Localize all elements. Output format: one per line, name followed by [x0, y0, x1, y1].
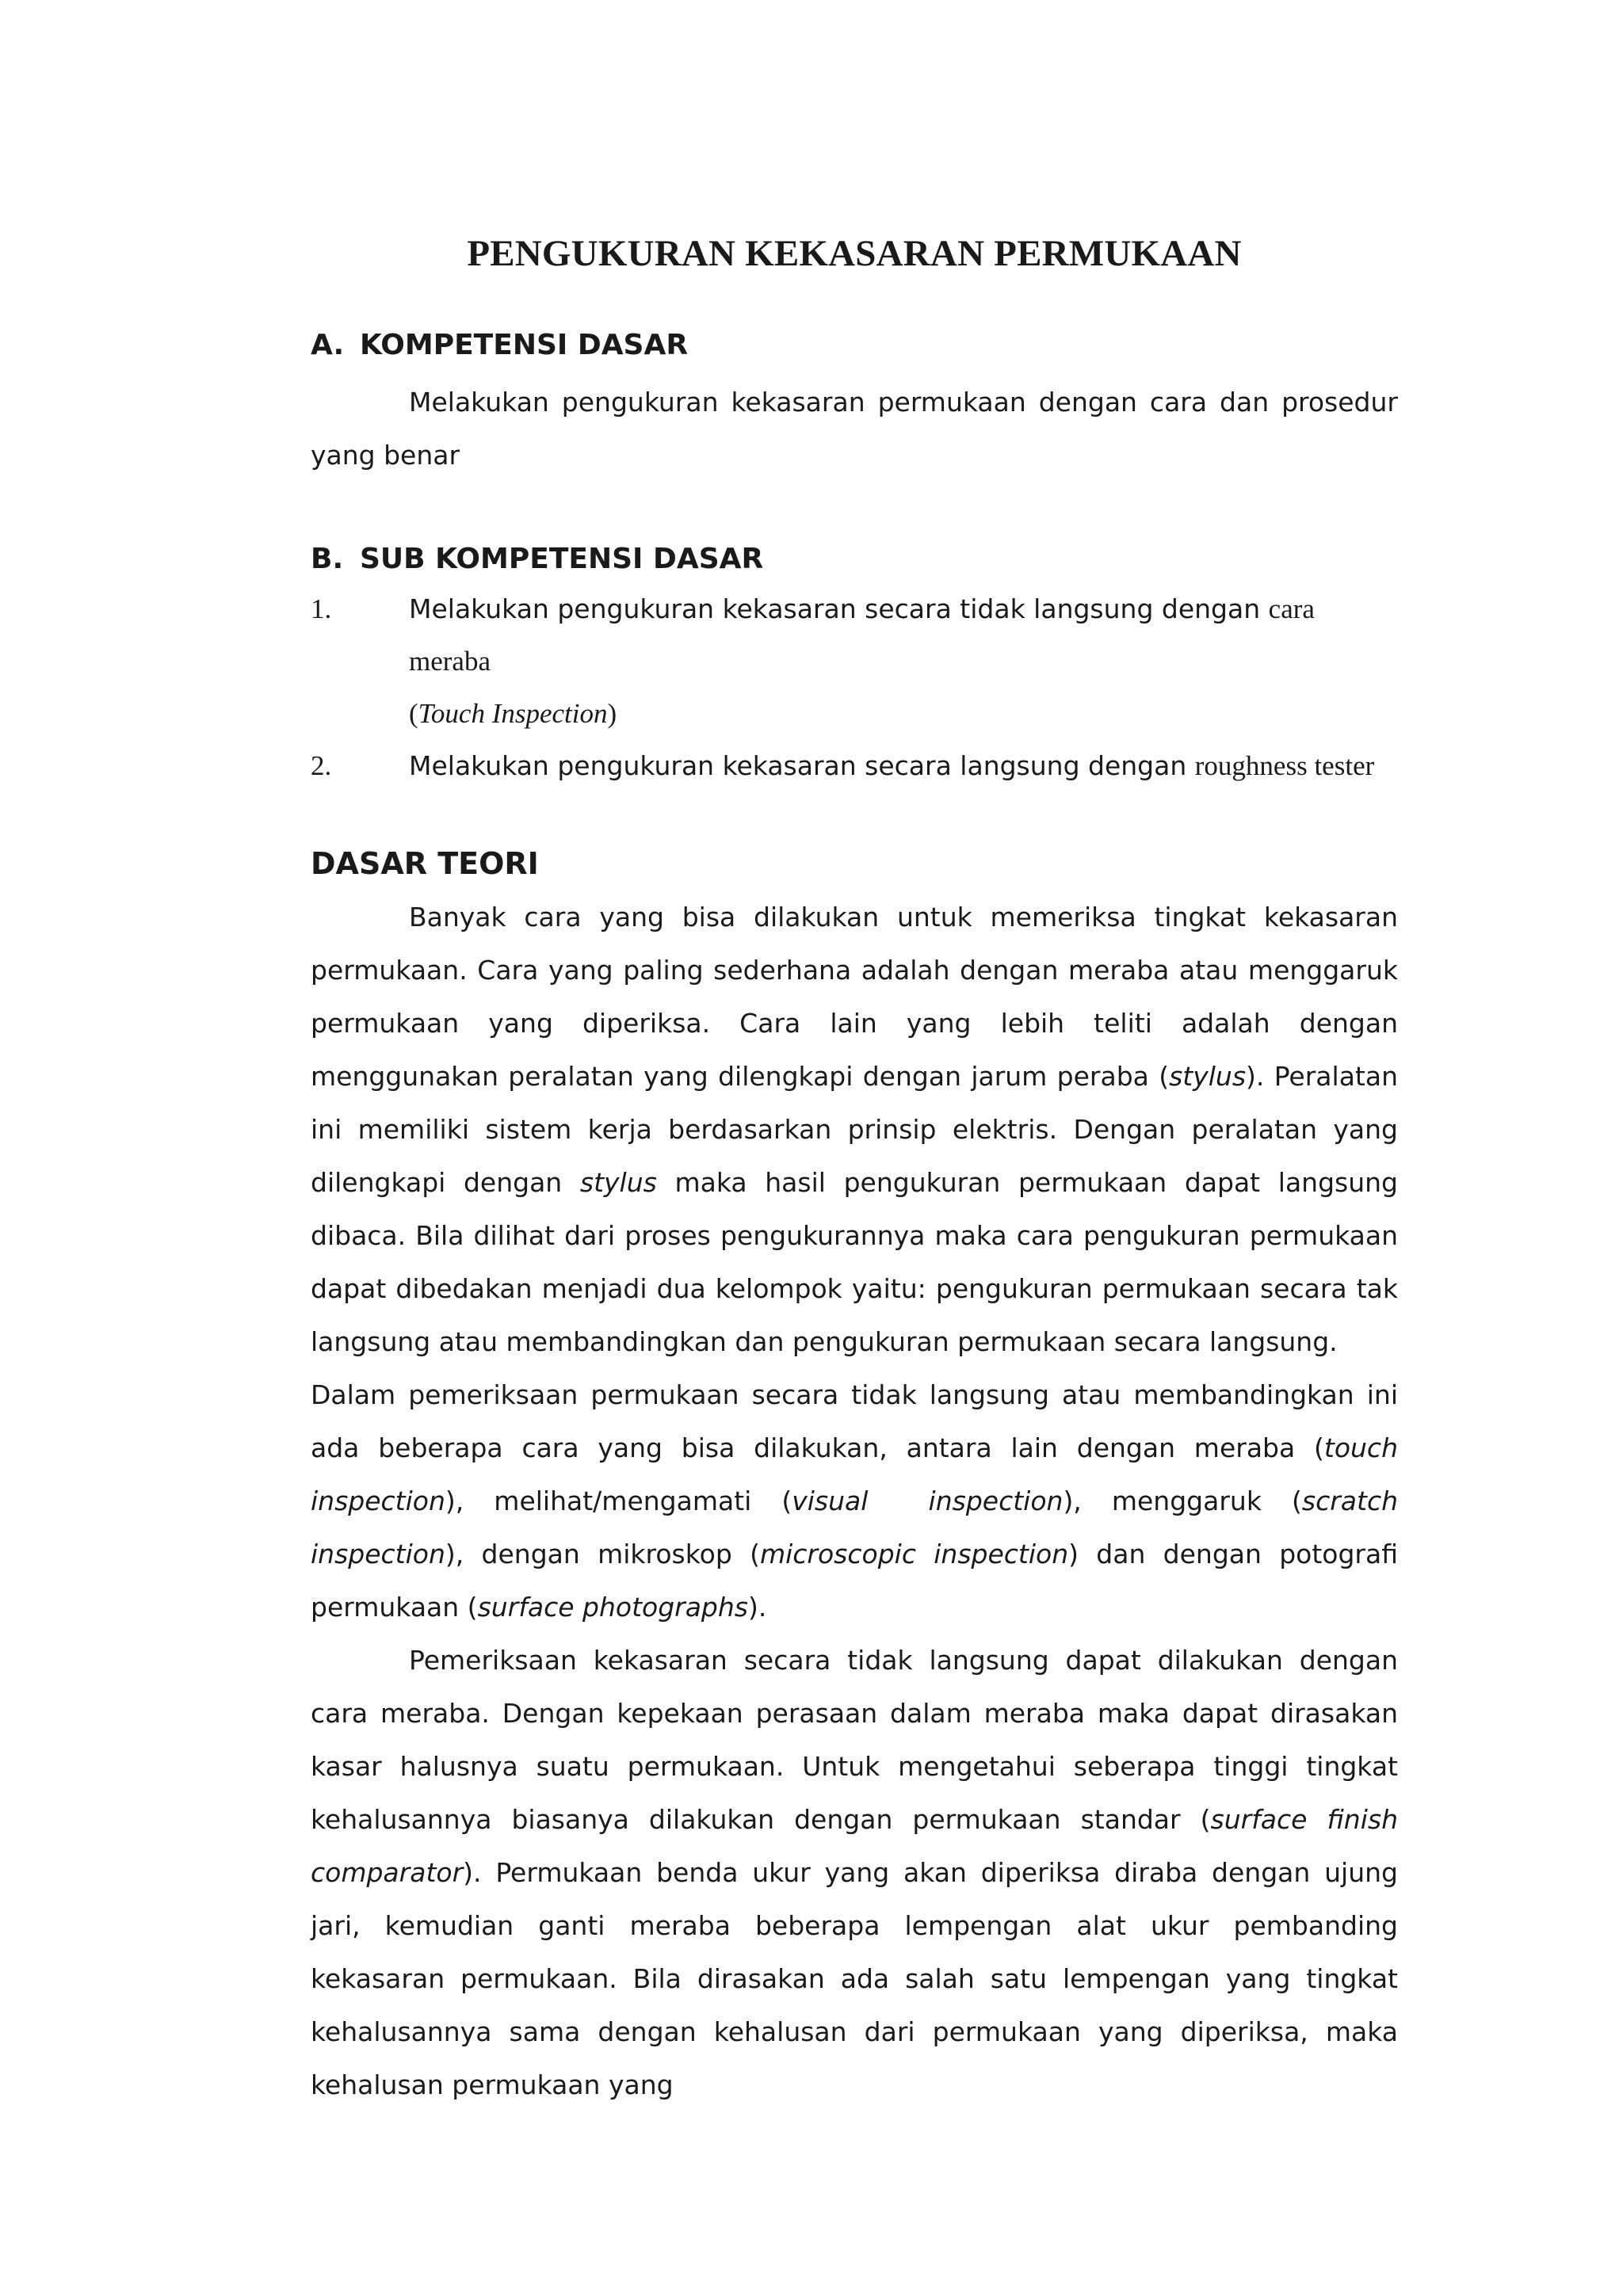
text-run: Pemeriksaan kekasaran secara tidak langsung dapat dilakukan dengan cara meraba. Dengan kepekaan perasaan dalam meraba maka dapat dirasakan kasar halusnya suatu permukaan. Untuk mengetahui seberapa tinggi tingkat kehalusannya biasanya dilakukan dengan permukaan standar ( — [311, 1645, 1398, 1835]
list-item-text — [409, 583, 1398, 740]
list-item-text-tail: roughness tester — [1194, 750, 1375, 781]
italic-term: surface finish comparator — [311, 1804, 1398, 1888]
list-item-number: 1. — [311, 593, 332, 624]
section-a-title: KOMPETENSI DASAR — [360, 329, 689, 361]
theory-heading — [311, 840, 1398, 887]
section-b-letter: B. — [311, 543, 344, 575]
italic-term: visual inspection — [792, 1486, 1064, 1516]
text-run: ), menggaruk ( — [1063, 1486, 1302, 1516]
list-item-text-main: Melakukan pengukuran kekasaran secara langsung dengan — [409, 750, 1187, 781]
section-a-letter: A. — [311, 329, 345, 361]
list-item-paren-close: ) — [607, 698, 617, 729]
italic-term: surface photographs — [477, 1592, 748, 1623]
list-item-paren-open: ( — [409, 698, 418, 729]
section-a-heading — [311, 322, 1398, 369]
section-a-paragraph: Melakukan pengukuran kekasaran permukaan dengan cara dan prosedur yang benar — [311, 387, 1398, 471]
list-item-italic: Touch Inspection — [418, 698, 608, 729]
text-run: Dalam pemeriksaan permukaan secara tidak langsung atau membandingkan ini ada beberapa cara yang bisa dilakukan, antara lain dengan meraba ( — [311, 1379, 1398, 1463]
text-run: ). Peralatan ini memiliki sistem kerja berdasarkan prinsip elektris. Dengan peralatan yang dilengkapi dengan — [311, 1061, 1398, 1198]
list-item — [311, 583, 1398, 740]
italic-term: microscopic inspection — [759, 1539, 1069, 1569]
text-run: ), melihat/mengamati ( — [445, 1486, 792, 1516]
section-b-title: SUB KOMPETENSI DASAR — [360, 543, 764, 575]
theory-paragraph-1 — [311, 891, 1398, 1368]
list-item-number: 2. — [311, 750, 332, 781]
text-run: ) dan dengan potografi permukaan ( — [311, 1539, 1398, 1623]
text-run: ), dengan mikroskop ( — [445, 1539, 760, 1569]
theory-paragraph-3 — [311, 1634, 1398, 2111]
text-run: ). — [748, 1592, 767, 1623]
italic-term: stylus — [1169, 1061, 1247, 1092]
theory-paragraph-2 — [311, 1368, 1398, 1634]
list-item-text-tail: cara meraba — [409, 593, 1315, 677]
list-item-text — [409, 740, 1398, 792]
text-run: ). Permukaan benda ukur yang akan diperiksa diraba dengan ujung jari, kemudian ganti meraba beberapa lempengan alat ukur pembanding kekasaran permukaan. Bila dirasakan ada salah satu lempengan yang tingkat kehalusannya sama dengan kehalusan dari permukaan yang diperiksa, maka kehalusan permukaan yang — [311, 1857, 1398, 2100]
list-item — [311, 740, 1398, 792]
list-item-text-main: Melakukan pengukuran kekasaran secara tidak langsung dengan — [409, 593, 1261, 624]
text-run: maka hasil pengukuran permukaan dapat langsung dibaca. Bila dilihat dari proses pengukurannya maka cara pengukuran permukaan dapat dibedakan menjadi dua kelompok yaitu: pengukuran permukaan secara tak langsung atau membandingkan dan pengukuran permukaan secara langsung. — [311, 1167, 1398, 1357]
section-b-heading — [311, 536, 1398, 583]
theory-title: DASAR TEORI — [311, 846, 539, 881]
italic-term: touch inspection — [311, 1432, 1398, 1516]
page-title: PENGUKURAN KEKASARAN PERMUKAAN — [467, 233, 1242, 274]
italic-term: stylus — [579, 1167, 657, 1198]
italic-term: scratch inspection — [311, 1486, 1398, 1569]
page-content — [311, 230, 1398, 2111]
text-run: Banyak cara yang bisa dilakukan untuk memeriksa tingkat kekasaran permukaan. Cara yang paling sederhana adalah dengan meraba atau menggaruk permukaan yang diperiksa. Cara lain yang lebih teliti adalah dengan menggunakan peralatan yang dilengkapi dengan jarum peraba ( — [311, 902, 1398, 1092]
